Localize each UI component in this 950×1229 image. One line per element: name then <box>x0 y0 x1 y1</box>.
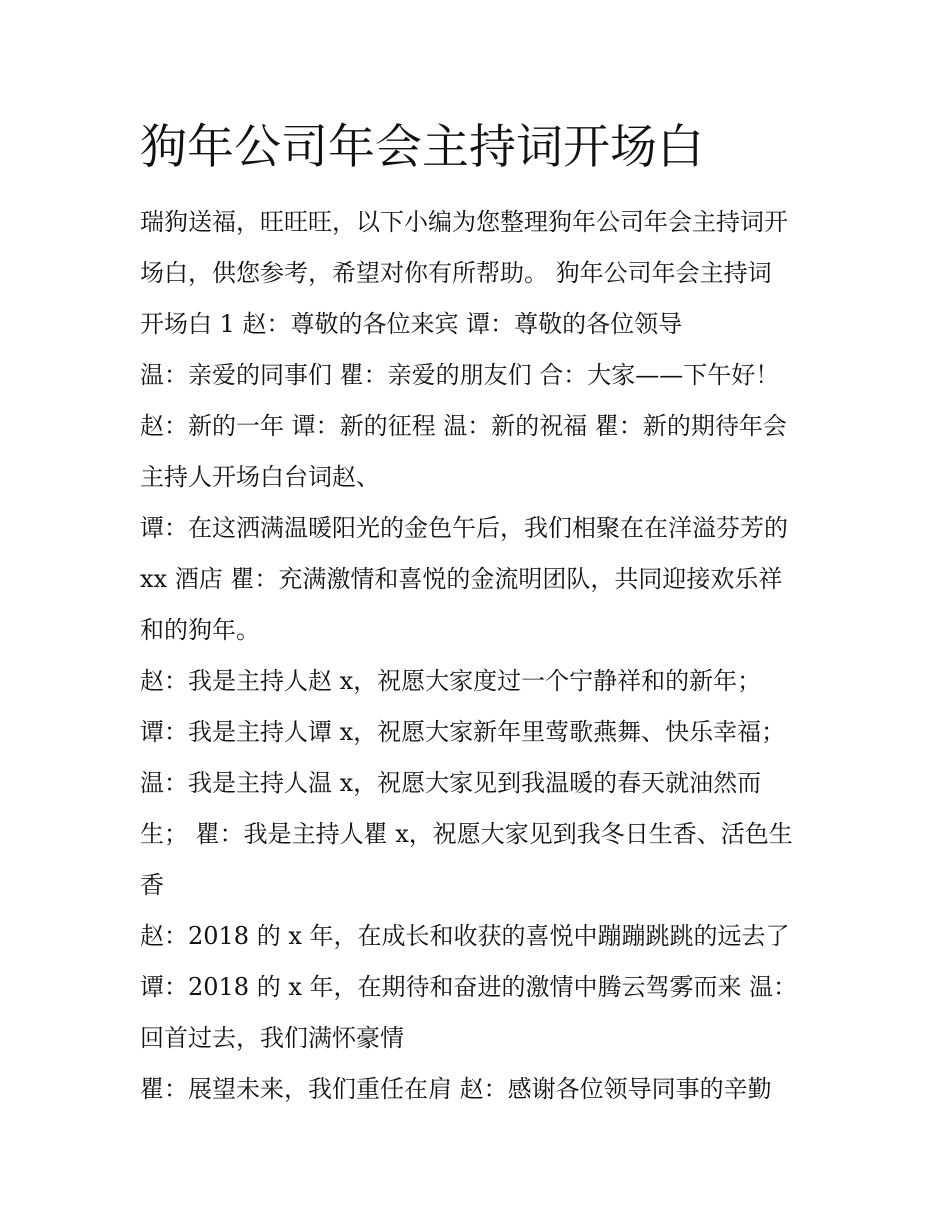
document-title: 狗年公司年会主持词开场白 <box>140 120 704 175</box>
body-line: 瑞狗送福，旺旺旺，以下小编为您整理狗年公司年会主持词开 <box>140 208 788 236</box>
body-line: 赵：我是主持人赵 x，祝愿大家度过一个宁静祥和的新年； <box>140 667 762 695</box>
body-line: 瞿：展望未来，我们重任在肩 赵：感谢各位领导同事的辛勤 <box>140 1075 772 1103</box>
body-line: 生； 瞿：我是主持人瞿 x，祝愿大家见到我冬日生香、活色生 <box>140 820 793 848</box>
body-line: 和的狗年。 <box>140 616 260 644</box>
body-line: 场白，供您参考，希望对你有所帮助。 狗年公司年会主持词 <box>140 259 772 287</box>
body-line: 赵：新的一年 谭：新的征程 温：新的祝福 瞿：新的期待年会 <box>140 412 787 440</box>
body-line: xx 酒店 瞿：充满激情和喜悦的金流明团队，共同迎接欢乐祥 <box>140 565 783 593</box>
body-line: 谭：2018 的 x 年，在期待和奋进的激情中腾云驾雾而来 温： <box>140 973 798 1001</box>
body-line: 赵：2018 的 x 年，在成长和收获的喜悦中蹦蹦跳跳的远去了 <box>140 922 790 950</box>
body-line: 谭：在这洒满温暖阳光的金色午后，我们相聚在在洋溢芬芳的 <box>140 514 788 542</box>
body-line: 温：亲爱的同事们 瞿：亲爱的朋友们 合：大家——下午好！ <box>140 361 780 389</box>
document-body <box>140 197 820 1115</box>
body-line: 温：我是主持人温 x，祝愿大家见到我温暖的春天就油然而 <box>140 769 762 797</box>
body-line: 开场白 1 赵：尊敬的各位来宾 谭：尊敬的各位领导 <box>140 310 683 338</box>
body-line: 回首过去，我们满怀豪情 <box>140 1024 404 1052</box>
body-line: 谭：我是主持人谭 x，祝愿大家新年里莺歌燕舞、快乐幸福； <box>140 718 786 746</box>
body-line: 主持人开场白台词赵、 <box>140 463 380 491</box>
body-line: 香 <box>140 871 164 899</box>
